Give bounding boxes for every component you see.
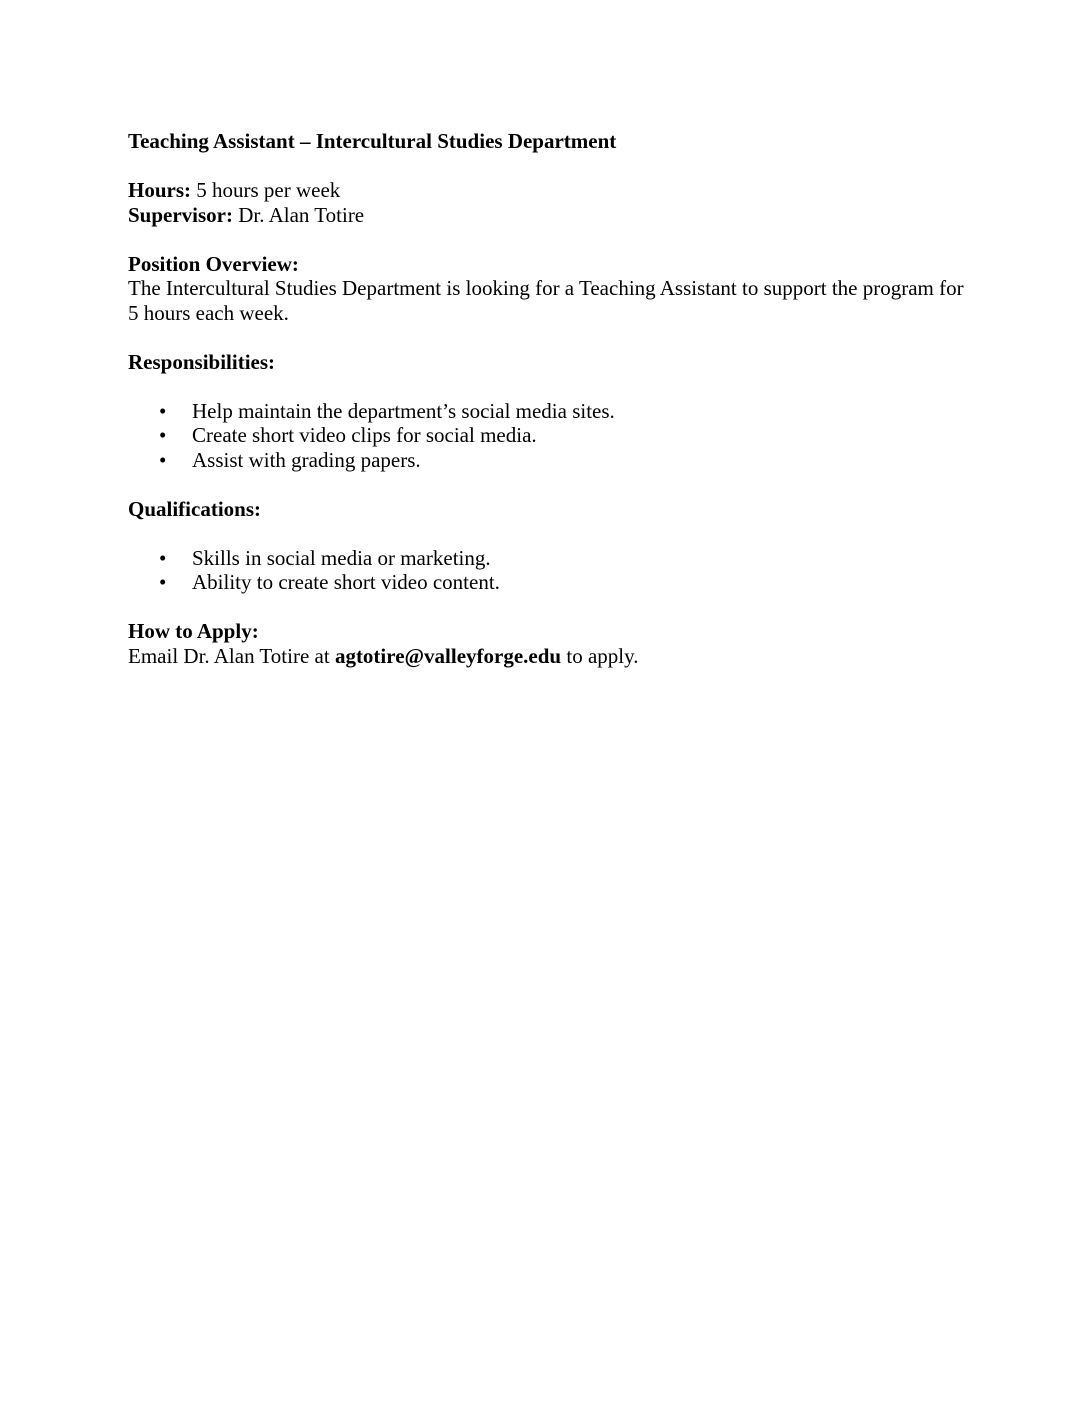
list-item (128, 570, 968, 595)
hours-label: Hours: (128, 178, 191, 202)
bullet-icon: • (159, 570, 167, 594)
bullet-icon: • (159, 398, 167, 423)
hours-line (128, 178, 968, 203)
position-details (128, 178, 968, 227)
supervisor-label: Supervisor: (128, 202, 233, 227)
qualifications-section (128, 497, 968, 595)
apply-prefix: Email Dr. Alan Totire at (128, 643, 335, 668)
overview-text: The Intercultural Studies Department is looking for a Teaching Assistant to support the program for 5 hours each week. (128, 276, 964, 325)
list-item-text: Ability to create short video content. (192, 570, 500, 594)
overview-heading: Position Overview: (128, 251, 299, 276)
list-item (128, 399, 968, 424)
apply-suffix: to apply. (561, 643, 639, 668)
list-item-text: Help maintain the department’s social media sites. (192, 398, 615, 423)
page-title: Teaching Assistant – Intercultural Studies Department (128, 129, 617, 153)
overview-section (128, 252, 968, 326)
responsibilities-list (128, 399, 968, 473)
document-page (128, 129, 968, 668)
list-item-text: Create short video clips for social media. (192, 423, 537, 447)
responsibilities-heading: Responsibilities: (128, 349, 276, 374)
qualifications-list (128, 546, 968, 595)
list-item-text: Skills in social media or marketing. (192, 545, 491, 570)
responsibilities-section (128, 350, 968, 473)
list-item-text: Assist with grading papers. (192, 447, 421, 472)
apply-heading: How to Apply: (128, 619, 259, 643)
apply-section (128, 619, 968, 668)
list-item (128, 448, 968, 473)
apply-email-link[interactable]: agtotire@valleyforge.edu (334, 643, 562, 668)
bullet-icon: • (159, 447, 167, 472)
list-item (128, 423, 968, 448)
bullet-icon: • (159, 545, 167, 570)
supervisor-line (128, 203, 968, 228)
qualifications-heading: Qualifications: (128, 496, 262, 521)
supervisor-value: Dr. Alan Totire (233, 202, 365, 227)
hours-value: 5 hours per week (191, 178, 341, 202)
list-item (128, 546, 968, 571)
bullet-icon: • (159, 423, 167, 447)
apply-text (128, 644, 968, 669)
